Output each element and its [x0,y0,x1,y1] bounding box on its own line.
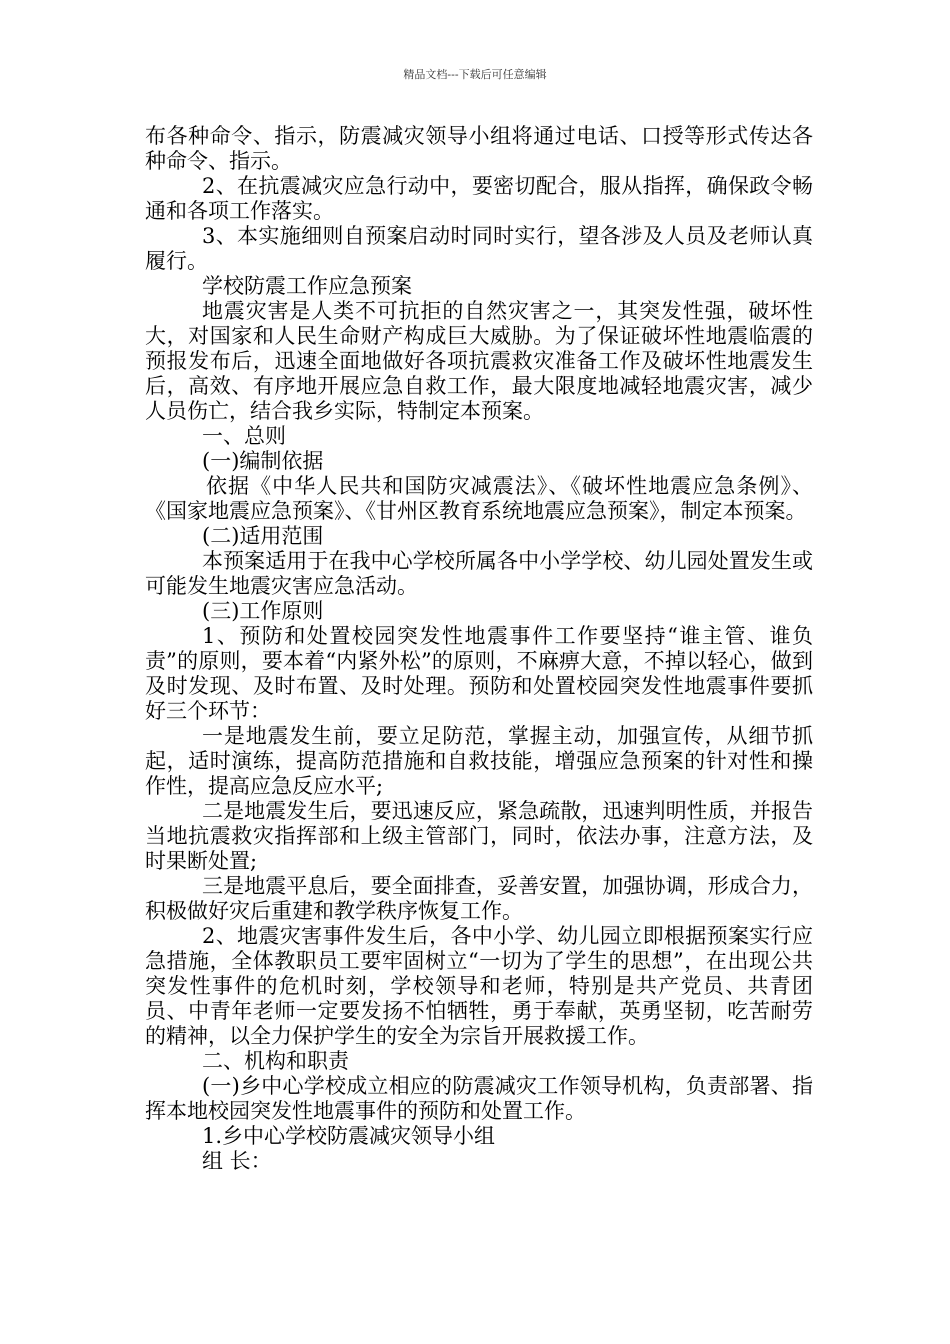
paragraph: 2、地震灾害事件发生后，各中小学、幼儿园立即根据预案实行应急措施，全体教职员工要牢固树立“一切为了学生的思想”，在出现公共突发性事件的危机时刻，学校领导和老师，特别是共产党员、共青团员、中青年老师一定要发扬不怕牺牲，勇于奉献，英勇坚韧，吃苦耐劳的精神，以全力保护学生的安全为宗旨开展救援工作。 [145,924,813,1048]
paragraph: 2、在抗震减灾应急行动中，要密切配合，服从指挥，确保政令畅通和各项工作落实。 [145,174,813,223]
document-body [145,124,813,1174]
paragraph: 依据《中华人民共和国防灾减震法》、《破坏性地震应急条例》、《国家地震应急预案》、《甘州区教育系统地震应急预案》，制定本预案。 [145,474,813,523]
section-title: 学校防震工作应急预案 [202,274,412,298]
section-heading: 一、总则 [202,424,286,448]
paragraph: 1、预防和处置校园突发性地震事件工作要坚持“谁主管、谁负责”的原则，要本着“内紧外松”的原则，不麻痹大意，不掉以轻心，做到及时发现、及时布置、及时处理。预防和处置校园突发性地震事件要抓好三个环节： [145,624,813,723]
paragraph: 一是地震发生前，要立足防范，掌握主动，加强宣传，从细节抓起，适时演练，提高防范措施和自救技能，增强应急预案的针对性和操作性，提高应急反应水平; [145,724,813,798]
subsection-heading: (三)工作原则 [202,599,324,623]
paragraph: 本预案适用于在我中心学校所属各中小学学校、幼儿园处置发生或可能发生地震灾害应急活动。 [145,549,813,598]
subsection-heading: (二)适用范围 [202,524,324,548]
paragraph: 组 长： [202,1149,272,1173]
paragraph: 3、本实施细则自预案启动时同时实行，望各涉及人员及老师认真履行。 [145,224,813,273]
section-heading: 二、机构和职责 [202,1049,349,1073]
paragraph: 布各种命令、指示，防震减灾领导小组将通过电话、口授等形式传达各种命令、指示。 [145,124,813,173]
paragraph: 1.乡中心学校防震减灾领导小组 [202,1124,496,1148]
paragraph: 地震灾害是人类不可抗拒的自然灾害之一，其突发性强，破坏性大，对国家和人民生命财产构成巨大威胁。为了保证破坏性地震临震的预报发布后，迅速全面地做好各项抗震救灾准备工作及破坏性地震发生后，高效、有序地开展应急自救工作，最大限度地减轻地震灾害，减少人员伤亡，结合我乡实际，特制定本预案。 [145,299,813,423]
paragraph: (一)乡中心学校成立相应的防震减灾工作领导机构，负责部署、指挥本地校园突发性地震事件的预防和处置工作。 [145,1074,813,1123]
paragraph: 二是地震发生后，要迅速反应，紧急疏散，迅速判明性质，并报告当地抗震救灾指挥部和上级主管部门，同时，依法办事，注意方法，及时果断处置; [145,799,813,873]
paragraph: 三是地震平息后，要全面排查，妥善安置，加强协调，形成合力，积极做好灾后重建和教学秩序恢复工作。 [145,874,813,923]
subsection-heading: (一)编制依据 [202,449,324,473]
page-header: 精品文档---下载后可任意编辑 [403,68,547,81]
